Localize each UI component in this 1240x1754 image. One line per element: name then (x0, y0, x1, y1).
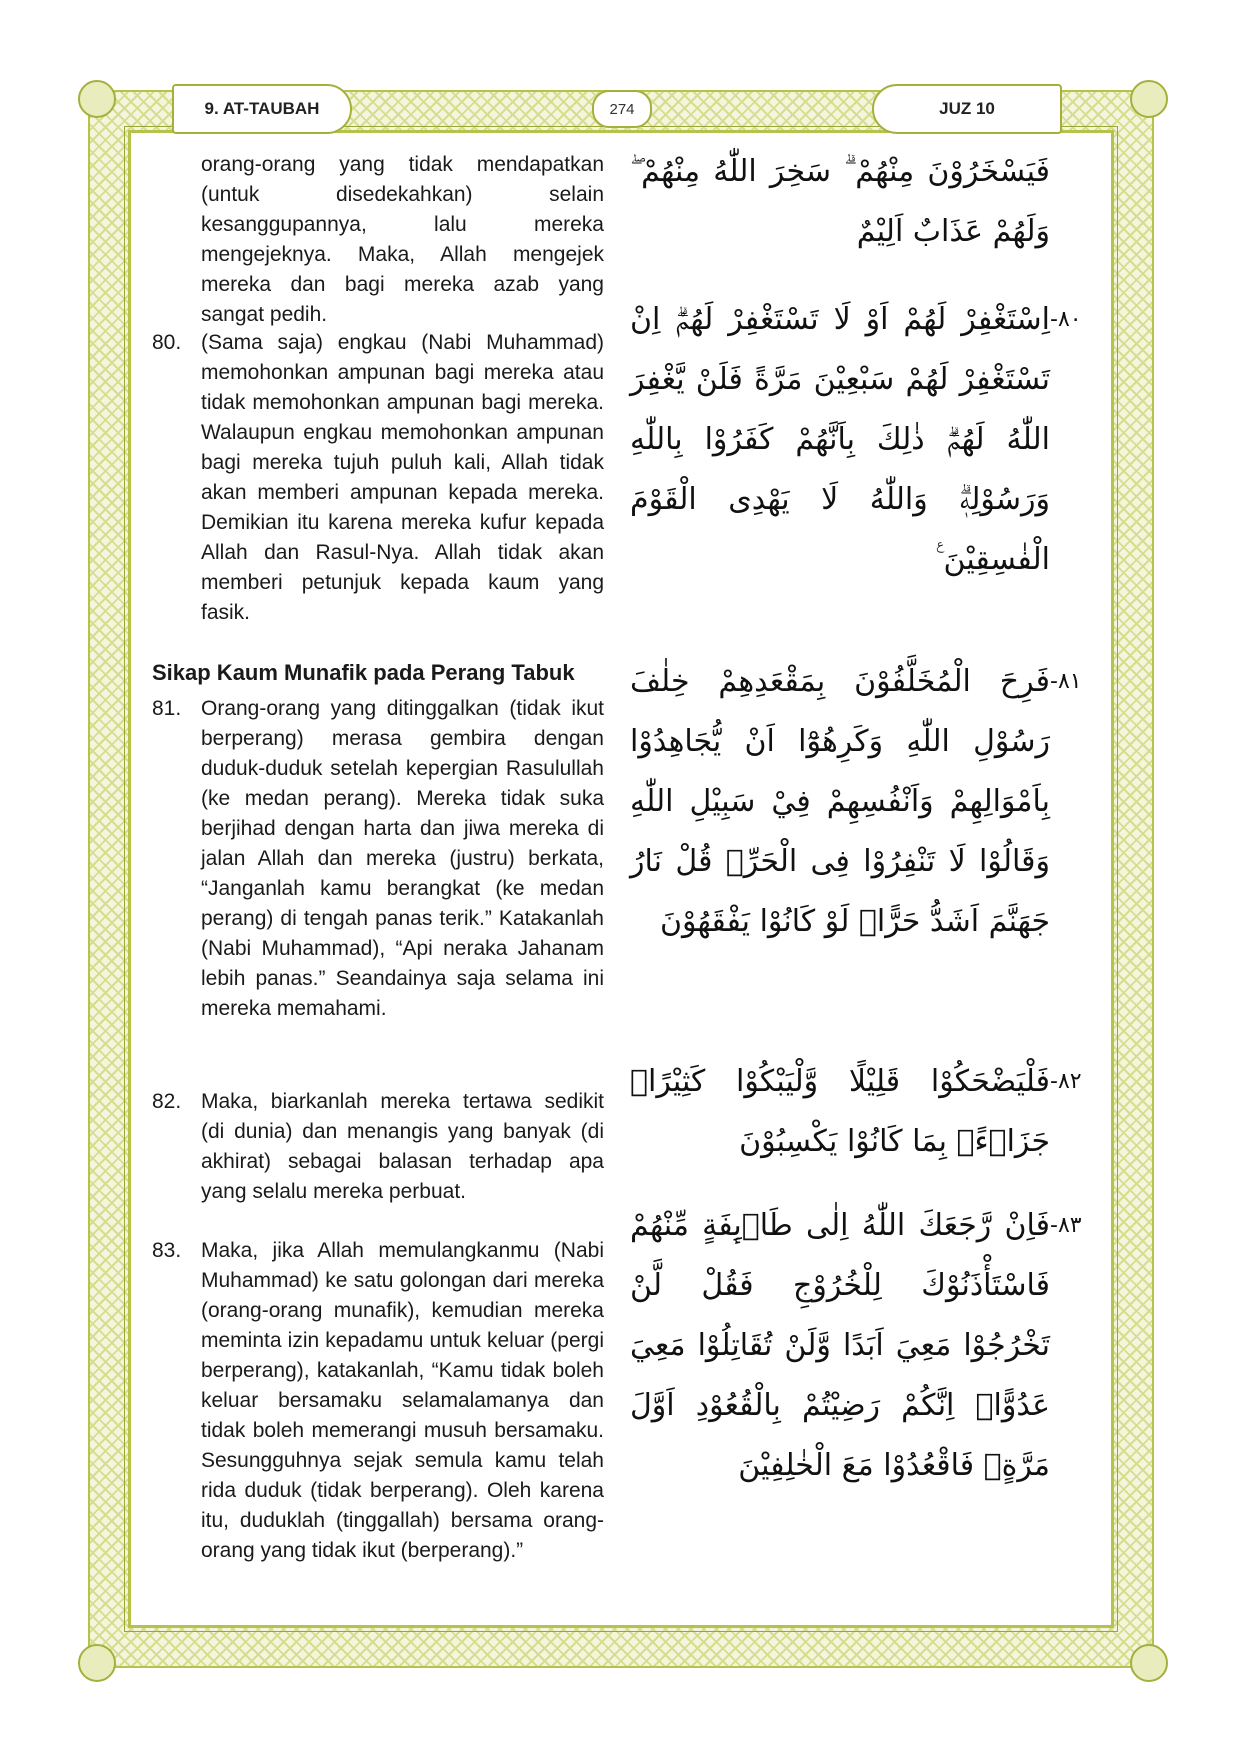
arabic-verse-number: -٨٠ (1050, 307, 1082, 332)
verse-number: 83. (152, 1239, 182, 1262)
surah-title: 9. AT-TAUBAH (172, 84, 352, 134)
translation-verse-80 (152, 328, 604, 628)
arabic-verse-82: فَلْيَضْحَكُوْا قَلِيْلًا وَّلْيَبْكُوْا كَثِيْرًاۚ جَزَاۤءًۢ بِمَا كَانُوْا يَكْسِبُوْنَ (630, 1064, 1050, 1159)
translation-verse-82 (152, 1087, 604, 1207)
arabic-verse-80: اِسْتَغْفِرْ لَهُمْ اَوْ لَا تَسْتَغْفِرْ لَهُمْۗ اِنْ تَسْتَغْفِرْ لَهُمْ سَبْعِيْنَ مَرَّةً فَلَنْ يَّغْفِرَ اللّٰهُ لَهُمْۗ ذٰلِكَ بِاَنَّهُمْ كَفَرُوْا بِاللّٰهِ وَرَسُوْلِهٖۗ وَاللّٰهُ لَا يَهْدِى الْقَوْمَ الْفٰسِقِيْنَ ࣖ (630, 302, 1050, 577)
verse-text: (Sama saja) engkau (Nabi Muhammad) memohonkan ampunan bagi mereka atau tidak memohonkan ampunan bagi mereka. Walaupun engkau memohonkan ampunan bagi mereka tujuh puluh kali, Allah tidak akan memberi ampunan kepada mereka. Demikian itu karena mereka kufur kepada Allah dan Rasul-Nya. Allah tidak akan memberi petunjuk kepada kaum yang fasik. (201, 331, 604, 624)
section-heading: Sikap Kaum Munafik pada Perang Tabuk (152, 660, 575, 685)
corner-ornament-icon (1130, 1644, 1168, 1682)
verse-text: Orang-orang yang ditinggalkan (tidak ikut berperang) merasa gembira dengan duduk-duduk setelah kepergian Rasulullah (ke medan perang). Mereka tidak suka berjihad dengan harta dan jiwa mereka di jalan Allah dan mereka (justru) berkata, “Janganlah kamu berangkat (ke medan perang) di tengah panas terik.” Katakanlah (Nabi Muhammad), “Api neraka Jahanam lebih panas.” Seandainya saja selama ini mereka memahami. (201, 697, 604, 1020)
page-number: 274 (592, 90, 652, 128)
verse-text: Maka, jika Allah memulangkanmu (Nabi Muhammad) ke satu golongan dari mereka (orang-orang munafik), kemudian mereka meminta izin kepadamu untuk keluar (pergi berperang), katakanlah, “Kamu tidak boleh keluar bersamaku selamalamanya dan tidak boleh memerangi musuh bersamaku. Sesungguhnya sejak semula kamu telah rida duduk (tidak berperang). Oleh karena itu, duduklah (tinggallah) bersama orang-orang yang tidak ikut (berperang).” (201, 1239, 604, 1562)
translation-verse-83 (152, 1236, 604, 1566)
verse-text: Maka, biarkanlah mereka tertawa sedikit (di dunia) dan menangis yang banyak (di akhirat) sebagai balasan terhadap apa yang selalu mereka perbuat. (201, 1090, 604, 1203)
translation-continuation: orang-orang yang tidak mendapatkan (untuk disedekahkan) selain kesanggupannya, lalu mereka mengejeknya. Maka, Allah mengejek mereka dan bagi mereka azab yang sangat pedih. (201, 153, 604, 326)
verse-number: 82. (152, 1090, 182, 1113)
corner-ornament-icon (78, 1644, 116, 1682)
verse-number: 81. (152, 697, 182, 720)
juz-label: JUZ 10 (872, 84, 1062, 134)
arabic-verse-83: فَاِنْ رَّجَعَكَ اللّٰهُ اِلٰى طَاۤىِٕفَةٍ مِّنْهُمْ فَاسْتَأْذَنُوْكَ لِلْخُرُوْجِ فَقُلْ لَّنْ تَخْرُجُوْا مَعِيَ اَبَدًا وَّلَنْ تُقَاتِلُوْا مَعِيَ عَدُوًّاۗ اِنَّكُمْ رَضِيْتُمْ بِالْقُعُوْدِ اَوَّلَ مَرَّةٍۗ فَاقْعُدُوْا مَعَ الْخٰلِفِيْنَ (630, 1208, 1050, 1483)
arabic-verse-number: -٨١ (1050, 669, 1082, 694)
arabic-verse-81: فَرِحَ الْمُخَلَّفُوْنَ بِمَقْعَدِهِمْ خِلٰفَ رَسُوْلِ اللّٰهِ وَكَرِهُوْٓا اَنْ يُّجَاهِدُوْا بِاَمْوَالِهِمْ وَاَنْفُسِهِمْ فِيْ سَبِيْلِ اللّٰهِ وَقَالُوْا لَا تَنْفِرُوْا فِى الْحَرِّۗ قُلْ نَارُ جَهَنَّمَ اَشَدُّ حَرًّاۗ لَوْ كَانُوْا يَفْقَهُوْنَ (630, 664, 1050, 939)
corner-ornament-icon (1130, 80, 1168, 118)
verse-number: 80. (152, 331, 182, 354)
arabic-verse-number: -٨٢ (1050, 1069, 1082, 1094)
corner-ornament-icon (78, 80, 116, 118)
translation-verse-81 (152, 694, 604, 1024)
arabic-verse-number: -٨٣ (1050, 1213, 1082, 1238)
arabic-continuation: فَيَسْخَرُوْنَ مِنْهُمْ ۗ سَخِرَ اللّٰهُ مِنْهُمْ ۖ وَلَهُمْ عَذَابٌ اَلِيْمٌ (630, 154, 1050, 249)
